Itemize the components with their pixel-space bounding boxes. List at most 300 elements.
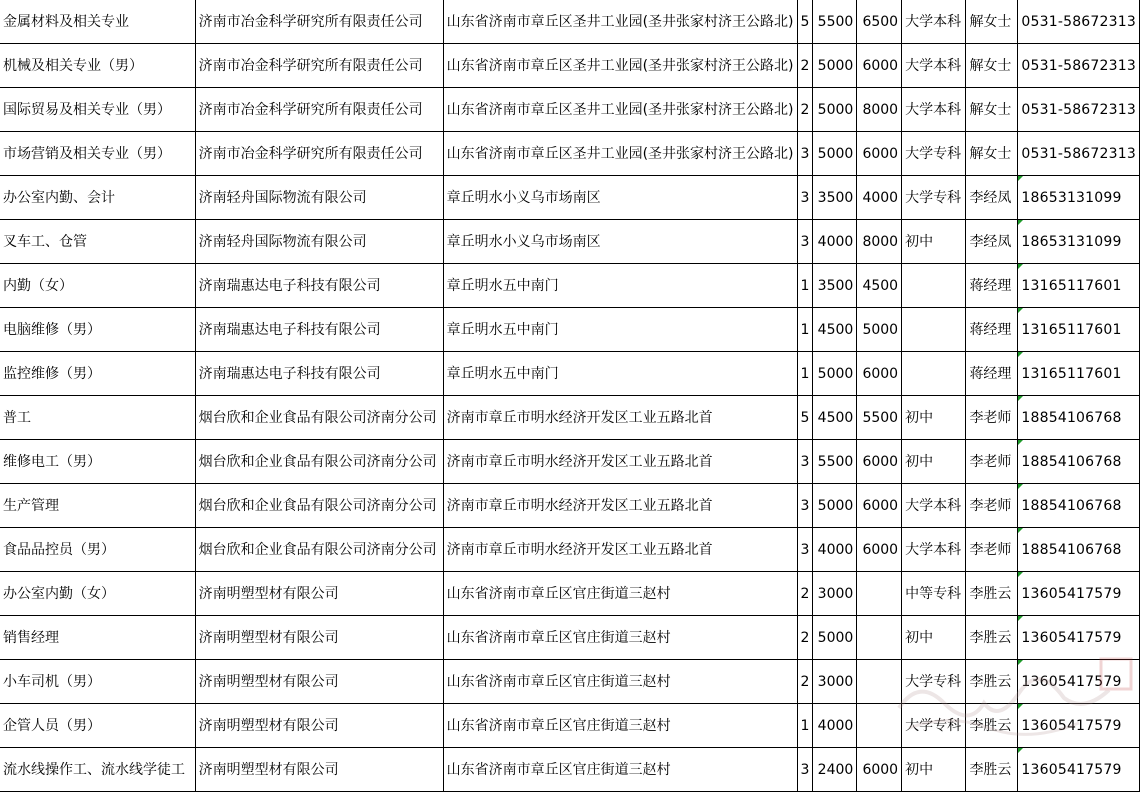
table-row (0, 616, 1140, 660)
contact-cell[interactable] (966, 528, 1018, 572)
salary-max-cell[interactable] (857, 748, 902, 792)
table-row (0, 660, 1140, 704)
salary-max-cell[interactable] (857, 528, 902, 572)
salary-max-cell[interactable] (857, 440, 902, 484)
company-cell-text: 济南轻舟国际物流有限公司 (198, 233, 367, 250)
phone-cell-text: 13165117601 (1021, 321, 1122, 338)
salary-min-cell[interactable] (813, 704, 857, 748)
position-cell-text: 企管人员（男） (3, 717, 101, 734)
address-cell[interactable] (443, 528, 797, 572)
phone-cell[interactable] (1018, 352, 1140, 396)
salary-max-cell-text: 6000 (862, 497, 899, 514)
count-cell-text: 3 (800, 761, 810, 778)
company-cell[interactable] (195, 88, 443, 132)
phone-cell-text: 13605417579 (1021, 761, 1122, 778)
contact-cell-text: 李胜云 (969, 585, 1012, 602)
phone-cell[interactable] (1018, 88, 1140, 132)
table-row (0, 484, 1140, 528)
company-cell-text: 济南市冶金科学研究所有限责任公司 (198, 145, 423, 162)
company-cell-text: 济南市冶金科学研究所有限责任公司 (198, 57, 423, 74)
education-cell[interactable] (902, 396, 966, 440)
table-row (0, 176, 1140, 220)
salary-min-cell[interactable] (813, 44, 857, 88)
contact-cell[interactable] (966, 132, 1018, 176)
address-cell-text: 山东省济南市章丘区圣井工业园(圣井张家村济王公路北) (446, 101, 794, 118)
salary-min-cell[interactable] (813, 264, 857, 308)
comment-marker-icon (1018, 264, 1023, 269)
salary-max-cell[interactable] (857, 44, 902, 88)
company-cell[interactable] (195, 572, 443, 616)
phone-cell[interactable] (1018, 660, 1140, 704)
company-cell[interactable] (195, 748, 443, 792)
table-row (0, 44, 1140, 88)
address-cell[interactable] (443, 572, 797, 616)
salary-max-cell-text: 8000 (862, 233, 899, 250)
company-cell[interactable] (195, 220, 443, 264)
position-cell-text: 国际贸易及相关专业（男） (3, 101, 171, 118)
education-cell[interactable] (902, 308, 966, 352)
address-cell-text: 山东省济南市章丘区官庄街道三赵村 (446, 761, 671, 778)
salary-max-cell[interactable] (857, 220, 902, 264)
phone-cell[interactable] (1018, 308, 1140, 352)
address-cell[interactable] (443, 264, 797, 308)
position-cell-text: 办公室内勤（女） (3, 585, 115, 602)
position-cell[interactable] (0, 660, 195, 704)
address-cell-text: 山东省济南市章丘区圣井工业园(圣井张家村济王公路北) (446, 13, 794, 30)
salary-min-cell[interactable] (813, 0, 857, 44)
salary-min-cell-text: 5000 (817, 145, 854, 162)
position-cell[interactable] (0, 748, 195, 792)
education-cell[interactable] (902, 176, 966, 220)
phone-cell-text: 18653131099 (1021, 189, 1122, 206)
salary-max-cell-text: 6000 (862, 365, 899, 382)
count-cell[interactable] (797, 88, 813, 132)
contact-cell[interactable] (966, 264, 1018, 308)
salary-min-cell[interactable] (813, 88, 857, 132)
education-cell-text: 大学本科 (905, 541, 962, 558)
position-cell[interactable] (0, 132, 195, 176)
salary-min-cell[interactable] (813, 748, 857, 792)
comment-marker-icon (1018, 660, 1023, 665)
count-cell[interactable] (797, 308, 813, 352)
company-cell-text: 烟台欣和企业食品有限公司济南分公司 (198, 409, 437, 426)
position-cell[interactable] (0, 528, 195, 572)
salary-max-cell[interactable] (857, 352, 902, 396)
education-cell-text: 初中 (905, 409, 934, 426)
position-cell-text: 食品品控员（男） (3, 541, 115, 558)
position-cell-text: 电脑维修（男） (3, 321, 101, 338)
count-cell[interactable] (797, 176, 813, 220)
company-cell-text: 济南市冶金科学研究所有限责任公司 (198, 101, 423, 118)
salary-min-cell-text: 5000 (817, 57, 854, 74)
contact-cell[interactable] (966, 176, 1018, 220)
company-cell-text: 济南明塑型材有限公司 (198, 629, 339, 646)
education-cell[interactable] (902, 44, 966, 88)
table-row (0, 572, 1140, 616)
phone-cell-text: 0531-58672313 (1021, 57, 1136, 74)
address-cell[interactable] (443, 88, 797, 132)
salary-min-cell-text: 5500 (817, 453, 854, 470)
contact-cell[interactable] (966, 352, 1018, 396)
count-cell[interactable] (797, 396, 813, 440)
education-cell[interactable] (902, 748, 966, 792)
salary-max-cell-text: 5500 (862, 409, 899, 426)
phone-cell[interactable] (1018, 0, 1140, 44)
education-cell-text: 中等专科 (905, 585, 962, 602)
company-cell[interactable] (195, 528, 443, 572)
address-cell[interactable] (443, 176, 797, 220)
phone-cell-text: 18854106768 (1021, 497, 1122, 514)
salary-max-cell[interactable] (857, 0, 902, 44)
comment-marker-icon (1018, 528, 1023, 533)
salary-min-cell[interactable] (813, 308, 857, 352)
education-cell[interactable] (902, 440, 966, 484)
salary-min-cell[interactable] (813, 616, 857, 660)
phone-cell-text: 13165117601 (1021, 365, 1122, 382)
count-cell[interactable] (797, 660, 813, 704)
salary-min-cell[interactable] (813, 396, 857, 440)
salary-min-cell-text: 2400 (817, 761, 854, 778)
position-cell[interactable] (0, 352, 195, 396)
contact-cell-text: 李胜云 (969, 761, 1012, 778)
count-cell[interactable] (797, 264, 813, 308)
education-cell[interactable] (902, 88, 966, 132)
company-cell[interactable] (195, 660, 443, 704)
company-cell[interactable] (195, 704, 443, 748)
salary-min-cell[interactable] (813, 176, 857, 220)
salary-max-cell-text: 4500 (862, 277, 899, 294)
address-cell-text: 山东省济南市章丘区圣井工业园(圣井张家村济王公路北) (446, 145, 794, 162)
count-cell[interactable] (797, 44, 813, 88)
phone-cell[interactable] (1018, 264, 1140, 308)
education-cell[interactable] (902, 264, 966, 308)
salary-min-cell-text: 4500 (817, 409, 854, 426)
position-cell[interactable] (0, 572, 195, 616)
count-cell-text: 2 (800, 585, 810, 602)
contact-cell[interactable] (966, 396, 1018, 440)
company-cell-text: 济南明塑型材有限公司 (198, 585, 339, 602)
table-row (0, 308, 1140, 352)
company-cell[interactable] (195, 616, 443, 660)
contact-cell-text: 蒋经理 (969, 365, 1012, 382)
count-cell-text: 3 (800, 453, 810, 470)
position-cell-text: 普工 (3, 409, 31, 426)
phone-cell[interactable] (1018, 748, 1140, 792)
address-cell[interactable] (443, 308, 797, 352)
phone-cell[interactable] (1018, 484, 1140, 528)
salary-max-cell-text: 6500 (862, 13, 899, 30)
position-cell-text: 小车司机（男） (3, 673, 101, 690)
position-cell[interactable] (0, 308, 195, 352)
salary-max-cell[interactable] (857, 264, 902, 308)
comment-marker-icon (1018, 748, 1023, 753)
position-cell-text: 办公室内勤、会计 (3, 189, 115, 206)
count-cell-text: 1 (800, 717, 810, 734)
count-cell[interactable] (797, 484, 813, 528)
address-cell[interactable] (443, 660, 797, 704)
count-cell-text: 1 (800, 365, 810, 382)
count-cell-text: 5 (800, 13, 810, 30)
address-cell[interactable] (443, 748, 797, 792)
address-cell[interactable] (443, 396, 797, 440)
contact-cell[interactable] (966, 0, 1018, 44)
company-cell[interactable] (195, 44, 443, 88)
education-cell-text: 大学本科 (905, 13, 962, 30)
salary-max-cell[interactable] (857, 704, 902, 748)
salary-min-cell-text: 5500 (817, 13, 854, 30)
education-cell-text: 大学专科 (905, 145, 962, 162)
count-cell[interactable] (797, 528, 813, 572)
salary-max-cell-text: 6000 (862, 761, 899, 778)
address-cell-text: 济南市章丘市明水经济开发区工业五路北首 (446, 541, 713, 558)
company-cell-text: 济南瑞惠达电子科技有限公司 (198, 277, 381, 294)
salary-min-cell[interactable] (813, 484, 857, 528)
company-cell-text: 济南瑞惠达电子科技有限公司 (198, 321, 381, 338)
company-cell[interactable] (195, 132, 443, 176)
contact-cell[interactable] (966, 220, 1018, 264)
table-row (0, 220, 1140, 264)
contact-cell-text: 李老师 (969, 453, 1012, 470)
phone-cell[interactable] (1018, 220, 1140, 264)
phone-cell-text: 0531-58672313 (1021, 101, 1136, 118)
education-cell[interactable] (902, 0, 966, 44)
phone-cell-text: 18854106768 (1021, 453, 1122, 470)
contact-cell[interactable] (966, 660, 1018, 704)
phone-cell-text: 0531-58672313 (1021, 145, 1136, 162)
comment-marker-icon (1018, 484, 1023, 489)
position-cell-text: 销售经理 (3, 629, 59, 646)
company-cell[interactable] (195, 396, 443, 440)
phone-cell-text: 13605417579 (1021, 629, 1122, 646)
phone-cell-text: 13605417579 (1021, 585, 1122, 602)
position-cell-text: 内勤（女） (3, 277, 73, 294)
address-cell[interactable] (443, 704, 797, 748)
phone-cell[interactable] (1018, 440, 1140, 484)
contact-cell[interactable] (966, 616, 1018, 660)
address-cell-text: 章丘明水五中南门 (446, 365, 559, 382)
education-cell-text: 大学本科 (905, 101, 962, 118)
address-cell[interactable] (443, 132, 797, 176)
company-cell-text: 济南明塑型材有限公司 (198, 673, 339, 690)
salary-min-cell[interactable] (813, 572, 857, 616)
phone-cell[interactable] (1018, 396, 1140, 440)
address-cell-text: 山东省济南市章丘区官庄街道三赵村 (446, 717, 671, 734)
salary-min-cell-text: 3000 (817, 585, 854, 602)
phone-cell[interactable] (1018, 44, 1140, 88)
company-cell-text: 烟台欣和企业食品有限公司济南分公司 (198, 541, 437, 558)
address-cell[interactable] (443, 0, 797, 44)
position-cell[interactable] (0, 176, 195, 220)
salary-min-cell-text: 5000 (817, 365, 854, 382)
phone-cell-text: 13605417579 (1021, 717, 1122, 734)
education-cell[interactable] (902, 528, 966, 572)
position-cell[interactable] (0, 0, 195, 44)
address-cell[interactable] (443, 440, 797, 484)
contact-cell-text: 解女士 (969, 57, 1012, 74)
education-cell[interactable] (902, 220, 966, 264)
salary-max-cell[interactable] (857, 660, 902, 704)
phone-cell[interactable] (1018, 528, 1140, 572)
phone-cell[interactable] (1018, 704, 1140, 748)
education-cell[interactable] (902, 572, 966, 616)
company-cell-text: 烟台欣和企业食品有限公司济南分公司 (198, 497, 437, 514)
salary-min-cell[interactable] (813, 440, 857, 484)
contact-cell-text: 蒋经理 (969, 321, 1012, 338)
company-cell-text: 济南轻舟国际物流有限公司 (198, 189, 367, 206)
comment-marker-icon (1018, 308, 1023, 313)
count-cell[interactable] (797, 352, 813, 396)
education-cell[interactable] (902, 660, 966, 704)
salary-max-cell[interactable] (857, 88, 902, 132)
contact-cell[interactable] (966, 572, 1018, 616)
phone-cell[interactable] (1018, 616, 1140, 660)
count-cell[interactable] (797, 0, 813, 44)
company-cell[interactable] (195, 308, 443, 352)
salary-max-cell[interactable] (857, 616, 902, 660)
table-row (0, 748, 1140, 792)
table-row (0, 528, 1140, 572)
count-cell[interactable] (797, 220, 813, 264)
company-cell[interactable] (195, 264, 443, 308)
education-cell[interactable] (902, 704, 966, 748)
position-cell-text: 金属材料及相关专业 (3, 13, 129, 30)
count-cell-text: 1 (800, 321, 810, 338)
position-cell[interactable] (0, 88, 195, 132)
salary-min-cell[interactable] (813, 132, 857, 176)
salary-min-cell[interactable] (813, 660, 857, 704)
count-cell-text: 2 (800, 673, 810, 690)
phone-cell-text: 18854106768 (1021, 409, 1122, 426)
education-cell[interactable] (902, 132, 966, 176)
position-cell[interactable] (0, 44, 195, 88)
education-cell[interactable] (902, 484, 966, 528)
contact-cell-text: 李经凤 (969, 233, 1012, 250)
salary-min-cell[interactable] (813, 220, 857, 264)
salary-max-cell[interactable] (857, 572, 902, 616)
phone-cell-text: 0531-58672313 (1021, 13, 1136, 30)
count-cell-text: 3 (800, 541, 810, 558)
position-cell[interactable] (0, 616, 195, 660)
count-cell-text: 5 (800, 409, 810, 426)
position-cell[interactable] (0, 484, 195, 528)
salary-max-cell[interactable] (857, 396, 902, 440)
contact-cell-text: 蒋经理 (969, 277, 1012, 294)
contact-cell[interactable] (966, 440, 1018, 484)
position-cell-text: 市场营销及相关专业（男） (3, 145, 171, 162)
phone-cell[interactable] (1018, 176, 1140, 220)
contact-cell-text: 解女士 (969, 13, 1012, 30)
count-cell-text: 3 (800, 189, 810, 206)
salary-min-cell[interactable] (813, 352, 857, 396)
salary-max-cell[interactable] (857, 176, 902, 220)
education-cell-text: 初中 (905, 453, 934, 470)
contact-cell-text: 李老师 (969, 497, 1012, 514)
count-cell[interactable] (797, 572, 813, 616)
salary-max-cell-text: 6000 (862, 145, 899, 162)
address-cell-text: 山东省济南市章丘区官庄街道三赵村 (446, 585, 671, 602)
education-cell-text: 大学专科 (905, 717, 962, 734)
company-cell[interactable] (195, 176, 443, 220)
salary-min-cell-text: 5000 (817, 101, 854, 118)
address-cell-text: 济南市章丘市明水经济开发区工业五路北首 (446, 453, 713, 470)
salary-min-cell-text: 4500 (817, 321, 854, 338)
contact-cell[interactable] (966, 44, 1018, 88)
contact-cell-text: 李经凤 (969, 189, 1012, 206)
count-cell-text: 3 (800, 233, 810, 250)
contact-cell[interactable] (966, 308, 1018, 352)
position-cell-text: 监控维修（男） (3, 365, 101, 382)
education-cell-text: 大学专科 (905, 189, 962, 206)
contact-cell-text: 李胜云 (969, 673, 1012, 690)
table-row (0, 352, 1140, 396)
table-row (0, 396, 1140, 440)
address-cell[interactable] (443, 352, 797, 396)
count-cell[interactable] (797, 748, 813, 792)
count-cell[interactable] (797, 440, 813, 484)
position-cell[interactable] (0, 264, 195, 308)
comment-marker-icon (1018, 616, 1023, 621)
address-cell[interactable] (443, 484, 797, 528)
education-cell[interactable] (902, 352, 966, 396)
position-cell[interactable] (0, 220, 195, 264)
education-cell-text: 大学专科 (905, 673, 962, 690)
contact-cell[interactable] (966, 704, 1018, 748)
salary-max-cell-text: 5000 (862, 321, 899, 338)
contact-cell[interactable] (966, 748, 1018, 792)
count-cell[interactable] (797, 704, 813, 748)
company-cell-text: 济南明塑型材有限公司 (198, 761, 339, 778)
table-row (0, 88, 1140, 132)
phone-cell[interactable] (1018, 132, 1140, 176)
position-cell[interactable] (0, 704, 195, 748)
count-cell[interactable] (797, 132, 813, 176)
contact-cell-text: 解女士 (969, 145, 1012, 162)
salary-max-cell-text: 8000 (862, 101, 899, 118)
company-cell-text: 济南瑞惠达电子科技有限公司 (198, 365, 381, 382)
salary-max-cell[interactable] (857, 484, 902, 528)
company-cell-text: 济南明塑型材有限公司 (198, 717, 339, 734)
address-cell-text: 济南市章丘市明水经济开发区工业五路北首 (446, 497, 713, 514)
company-cell[interactable] (195, 0, 443, 44)
table-row (0, 132, 1140, 176)
phone-cell[interactable] (1018, 572, 1140, 616)
contact-cell-text: 李老师 (969, 409, 1012, 426)
salary-min-cell-text: 4000 (817, 717, 854, 734)
contact-cell[interactable] (966, 88, 1018, 132)
contact-cell[interactable] (966, 484, 1018, 528)
salary-min-cell-text: 3500 (817, 277, 854, 294)
address-cell[interactable] (443, 220, 797, 264)
company-cell[interactable] (195, 352, 443, 396)
salary-min-cell-text: 4000 (817, 233, 854, 250)
count-cell-text: 3 (800, 497, 810, 514)
salary-max-cell[interactable] (857, 132, 902, 176)
address-cell-text: 章丘明水五中南门 (446, 277, 559, 294)
position-cell[interactable] (0, 396, 195, 440)
company-cell[interactable] (195, 484, 443, 528)
salary-max-cell[interactable] (857, 308, 902, 352)
address-cell[interactable] (443, 44, 797, 88)
salary-min-cell[interactable] (813, 528, 857, 572)
company-cell[interactable] (195, 440, 443, 484)
phone-cell-text: 18854106768 (1021, 541, 1122, 558)
education-cell[interactable] (902, 616, 966, 660)
address-cell[interactable] (443, 616, 797, 660)
table-row (0, 264, 1140, 308)
count-cell[interactable] (797, 616, 813, 660)
phone-cell-text: 13605417579 (1021, 673, 1122, 690)
position-cell[interactable] (0, 440, 195, 484)
